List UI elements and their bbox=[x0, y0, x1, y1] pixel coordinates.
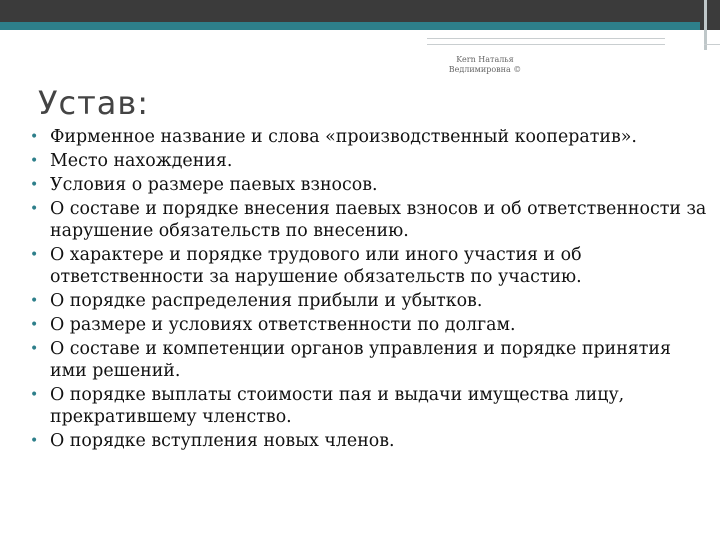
bullet-text: О порядке выплаты стоимости пая и выдачи имущества лицу, прекратившему членство. bbox=[50, 385, 625, 427]
bullet-icon: • bbox=[30, 387, 39, 403]
bullet-list bbox=[30, 126, 710, 454]
bullet-text: О характере и порядке трудового или иного участия и об ответственности за нарушение обязательств по участию. bbox=[50, 245, 582, 287]
header-corner-block bbox=[700, 0, 720, 30]
header-rule bbox=[427, 44, 665, 45]
bullet-item bbox=[30, 198, 710, 242]
bullet-icon: • bbox=[30, 341, 39, 357]
author-line-1: Kern Наталья bbox=[456, 55, 514, 64]
bullet-icon: • bbox=[30, 247, 39, 263]
bullet-item bbox=[30, 314, 710, 336]
bullet-icon: • bbox=[30, 293, 39, 309]
bullet-icon: • bbox=[30, 433, 39, 449]
bullet-item bbox=[30, 244, 710, 288]
slide-title: Устав: bbox=[38, 84, 149, 122]
bullet-item bbox=[30, 174, 710, 196]
header-accent-bar bbox=[0, 22, 700, 30]
bullet-text: О порядке вступления новых членов. bbox=[50, 431, 395, 451]
bullet-icon: • bbox=[30, 201, 39, 217]
bullet-text: Фирменное название и слова «производственный кооператив». bbox=[50, 127, 637, 147]
bullet-text: О порядке распределения прибыли и убытков. bbox=[50, 291, 483, 311]
bullet-text: О размере и условиях ответственности по долгам. bbox=[50, 315, 516, 335]
header-rule bbox=[427, 38, 665, 39]
bullet-item bbox=[30, 338, 710, 382]
bullet-item bbox=[30, 150, 710, 172]
bullet-item bbox=[30, 126, 710, 148]
bullet-item bbox=[30, 430, 710, 452]
bullet-item bbox=[30, 384, 710, 428]
bullet-icon: • bbox=[30, 153, 39, 169]
author-credit bbox=[430, 55, 540, 75]
bullet-text: Условия о размере паевых взносов. bbox=[50, 175, 378, 195]
bullet-icon: • bbox=[30, 317, 39, 333]
header-rule bbox=[704, 44, 720, 45]
bullet-text: Место нахождения. bbox=[50, 151, 233, 171]
bullet-item bbox=[30, 290, 710, 312]
bullet-text: О составе и компетенции органов управления и порядке принятия ими решений. bbox=[50, 339, 671, 381]
bullet-icon: • bbox=[30, 177, 39, 193]
author-line-2: Ведлимировна © bbox=[448, 65, 522, 74]
bullet-text: О составе и порядке внесения паевых взносов и об ответственности за нарушение обязательств по внесению. bbox=[50, 199, 707, 241]
header-edge-line bbox=[704, 0, 707, 50]
header-bar bbox=[0, 0, 700, 22]
bullet-icon: • bbox=[30, 129, 39, 145]
